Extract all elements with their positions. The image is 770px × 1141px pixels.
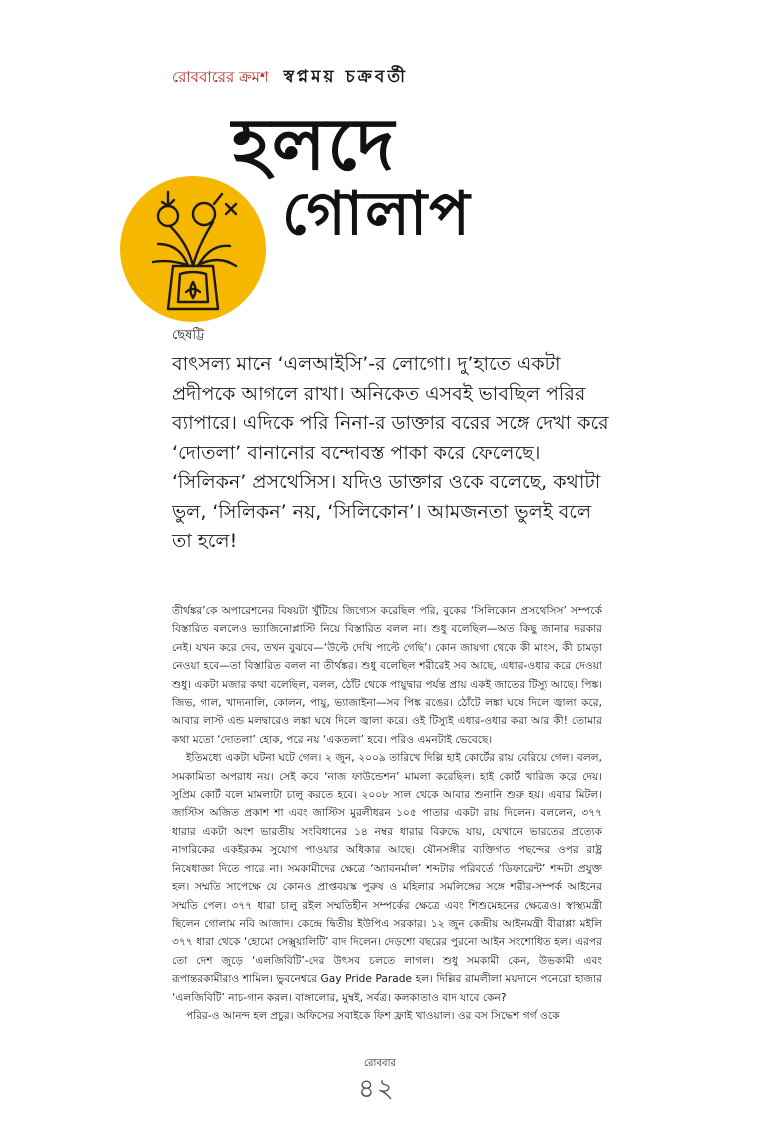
page-number: ৪২	[358, 1074, 396, 1104]
magazine-name: রোববার	[364, 1058, 396, 1069]
body-paragraph: পরির-ও আনন্দ হল প্রচুর। অফিসের সবাইকে ফিশ ফ্রাই খাওয়াল। ওর বস সিদ্ধেশ গর্গ ওকে	[186, 1009, 560, 1022]
title-line-2: গোলাপ	[282, 179, 472, 249]
intro-paragraph: বাৎসল্য মানে ‘এলআইসি’-র লোগো। দু’হাতে একটা প্রদীপকে আগলে রাখা। অনিকেত এসবই ভাবছিল পরির ব্যাপারে। এদিকে পরি নিনা-র ডাক্তার বরের সঙ্গে দেখা করে ‘দোতলা’ বানানোর বন্দোবস্ত পাকা করে ফেলেছে। ‘সিলিকন’ প্রসথেসিস। যদিও ডাক্তার ওকে বলেছে, কথাটা ভুল, ‘সিলিকন’ নয়, ‘সিলিকোন’। আমজনতা ভুলই বলে তা হলে!	[172, 353, 609, 552]
column-header	[172, 64, 408, 92]
chapter-number: ছেষট্টি	[172, 328, 205, 343]
author-name: স্বপ্নময় চক্রবর্তী	[283, 67, 408, 87]
flower-pot-icon	[118, 174, 268, 324]
title-line-1: হলদে	[232, 101, 397, 186]
body-paragraph: ইতিমধ্যে একটা ঘটনা ঘটে গেল। ২ জুন, ২০০৯ তারিখে দিল্লি হাই কোর্টের রায় বেরিয়ে গেল। বলল, সমকামিতা অপরাধ নয়। সেই কবে ‘নাজ ফাউন্ডেশন’ মামলা করেছিল। হাই কোর্ট খারিজ করে দেয়। সুপ্রিম কোর্ট বলে মামলাটা চালু করতে হবে। ২০০৮ সাল থেকে আবার শুনানি শুরু হয়। এবার মিটল। জাস্টিস অজিত প্রকাশ শা এবং জাস্টিস মুরলীধরন ১০৫ পাতার একটা রায় দিলেন। বললেন, ৩৭৭ ধারার একটা অংশ ভারতীয় সংবিধানের ১৪ নম্বর ধারার বিরুদ্ধে যায়, যেখানে ভারতের প্রত্যেক নাগরিকের একইরকম সুযোগ পাওয়ার অধিকার আছে। যৌনসঙ্গীর ব্যক্তিগত পছন্দের ওপর রাষ্ট্র নিষেধাজ্ঞা দিতে পারে না। সমকামীদের ক্ষেত্রে ‘অ্যাবনর্মাল’ শব্দটার পরিবর্তে ‘ডিফারেন্ট’ শব্দটা প্রযুক্ত হল। সম্মতি সাপেক্ষে যে কোনও প্রাপ্তবয়স্ক পুরুষ ও মহিলার সমলিঙ্গের সঙ্গে শরীর-সম্পর্ক আইনের সম্মতি পেল। ৩৭৭ ধারা চালু রইল সম্মতিহীন সম্পর্কের ক্ষেত্রে এবং শিশুমেহনের ক্ষেত্রেও। স্বাস্থ্যমন্ত্রী ছিলেন গোলাম নবি আজাদ। কেন্দ্রে দ্বিতীয় ইউপিএ সরকার। ১২ জুন কেন্দ্রীয় আইনমন্ত্রী বীরাপ্পা মইলি ৩৭৭ ধারা থেকে ‘হোমো সেক্সুয়ালিটি’ বাদ দিলেন। দেড়শো বছরের পুরনো আইন সংশোধিত হল। এরপর তো দেশ জুড়ে ‘এলজিবিটি’-দের উৎসব চলতে লাগল। শুধু সমকামী কেন, উভকামী এবং রূপান্তরকামীরাও শামিল। ভুবনেশ্বরে Gay Pride Parade হল। দিল্লির রামলীলা ময়দানে পনেরো হাজার ‘এলজিবিটি’ নাচ-গান করল। বাঙ্গালোর, মুম্বই, সর্বত্র। কলকাতাও বাদ যাবে কেন?	[172, 752, 602, 1004]
series-name: রোববারের ক্রমশ	[172, 68, 269, 86]
article-body	[172, 602, 602, 1025]
body-paragraph: তীর্থঙ্কর’কে অপারেশনের বিষয়টা খুঁটিয়ে জিগ্যেস করেছিল পরি, বুকের ‘সিলিকোন প্রসথেসিস’ সম্পর্কে বিস্তারিত বললেও ভ্যাজিনোপ্লাস্টি নিয়ে বিস্তারিত বলল না। শুধু বলেছিল—অত কিছু জানার দরকার নেই। যখন করে দেব, তখন বুঝবে—‘উল্টে দেখি পাল্টে গেছি’। কোন জায়গা থেকে কী মাংস, কী চামড়া নেওয়া হবে—তা বিস্তারিত বলল না তীর্থঙ্কর। শুধু বলেছিল শরীরেই সব আছে, এধার-ওধার করে দেওয়া শুধু। একটা মজার কথা বলেছিল, বলল, ঠোঁট থেকে পায়ুদ্বার পর্যন্ত প্রায় একই জাতের টিস্যু আছে। পিঙ্ক। জিভ, গাল, খাদ্যনালি, কোলন, পায়ু, ভ্যাজাইনা—সব পিঙ্ক রঙের। ঠোঁটে লঙ্কা ঘষে দিলে জ্বালা করে, আবার লাস্ট এন্ড মলদ্বারেও লঙ্কা ঘষে দিলে জ্বালা করে। ওই টিস্যুই এধার-ওধার করা আর কী! তোমার কথা মতো ‘দোতলা’ হোক, পরে নয় ‘একতলা’ হবে। পরিও এমনটাই ভেবেছে।	[172, 605, 602, 746]
